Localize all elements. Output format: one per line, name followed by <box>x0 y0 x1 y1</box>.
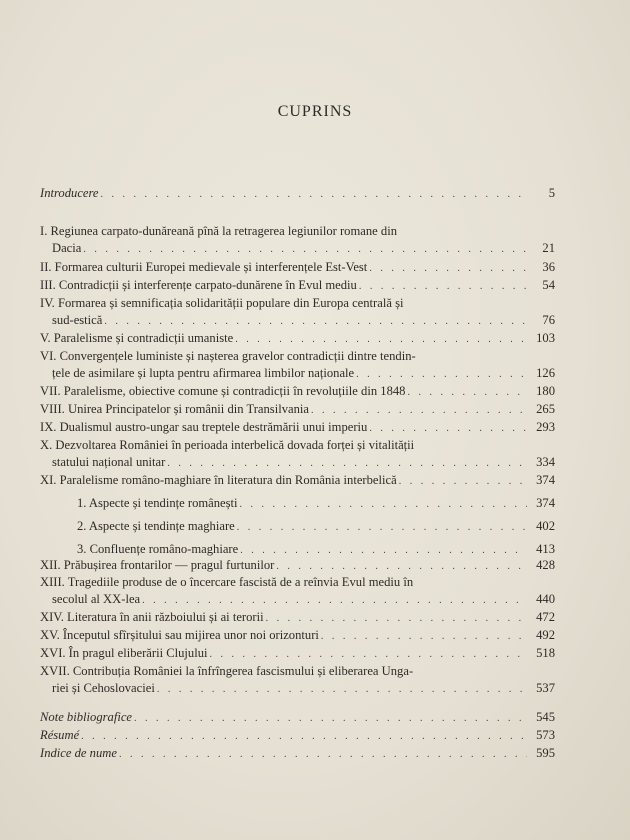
leader-dots <box>237 519 527 536</box>
toc-entry-label: 3. Confluențe româno-maghiare <box>77 542 239 556</box>
toc-entry-page: 126 <box>536 366 555 380</box>
toc-entry-label: II. Formarea culturii Europei medievale și interferențele Est-Vest <box>40 260 368 274</box>
toc-entry-page: 537 <box>536 681 555 695</box>
toc-entry-label: Indice de nume <box>40 746 117 760</box>
leader-dots <box>142 592 527 609</box>
toc-entry-chapter-8 <box>40 401 555 419</box>
leader-dots <box>407 384 527 401</box>
toc-entry-chapter-4 <box>40 295 555 330</box>
toc-entry-page: 374 <box>536 496 555 510</box>
toc-entry-label: III. Contradicții și interferențe carpato-dunărene în Evul mediu <box>40 278 357 292</box>
toc-entry-label: Résumé <box>40 728 80 742</box>
toc-entry-label: VII. Paralelisme, obiective comune și contradicții în revoluțiile din 1848 <box>40 384 406 398</box>
toc-entry-label-line1: X. Dezvoltarea României în perioada interbelică dovada forței și vitalității <box>40 438 415 452</box>
leader-dots <box>369 260 527 277</box>
toc-entry-chapter-13 <box>40 574 555 609</box>
leader-dots <box>369 420 527 437</box>
toc-entry-label-line2: Dacia <box>52 241 82 255</box>
toc-entry-chapter-17 <box>40 663 555 698</box>
toc-entry-chapter-2 <box>40 259 555 277</box>
toc-entry-chapter-1 <box>40 223 555 258</box>
leader-dots <box>83 241 527 258</box>
toc-entry-page: 103 <box>536 331 555 345</box>
toc-entry-label-line1: XVII. Contribuția României la înfrîngerea fascismului și eliberarea Unga- <box>40 664 414 678</box>
toc-entry-page: 428 <box>536 558 555 572</box>
toc-entry-page: 76 <box>542 313 555 327</box>
toc-entry-label: 1. Aspecte și tendințe românești <box>77 496 238 510</box>
toc-entry-chapter-11-2 <box>77 518 555 536</box>
toc-entry-page: 545 <box>536 710 555 724</box>
toc-entry-page: 595 <box>536 746 555 760</box>
leader-dots <box>359 278 527 295</box>
toc-entry-label: Introducere <box>40 186 99 200</box>
toc-entry-chapter-11 <box>40 472 555 490</box>
toc-entry-label-line2: statului național unitar <box>52 455 166 469</box>
toc-entry-page: 374 <box>536 473 555 487</box>
toc-entry-label: XI. Paralelisme româno-maghiare în literatura din România interbelică <box>40 473 397 487</box>
toc-entry-label: IX. Dualismul austro-ungar sau treptele destrămării unui imperiu <box>40 420 368 434</box>
toc-entry-chapter-14 <box>40 609 555 627</box>
toc-entry-label: XVI. În pragul eliberării Clujului <box>40 646 208 660</box>
leader-dots <box>266 610 527 627</box>
toc-entry-page: 180 <box>536 384 555 398</box>
leader-dots <box>321 628 527 645</box>
leader-dots <box>356 366 527 383</box>
leader-dots <box>119 746 527 763</box>
toc-entry-page: 492 <box>536 628 555 642</box>
toc-entry-page: 440 <box>536 592 555 606</box>
leader-dots <box>81 728 527 745</box>
toc-entry-page: 413 <box>536 542 555 556</box>
toc-entry-page: 518 <box>536 646 555 660</box>
toc-entry-chapter-5 <box>40 330 555 348</box>
toc-entry-page: 36 <box>542 260 555 274</box>
leader-dots <box>240 496 527 513</box>
leader-dots <box>399 473 527 490</box>
toc-entry-chapter-10 <box>40 437 555 472</box>
toc-entry-label-line2: țele de asimilare și lupta pentru afirmarea limbilor naționale <box>52 366 355 380</box>
page-title: CUPRINS <box>277 103 353 120</box>
toc-entry-chapter-7 <box>40 383 555 401</box>
toc-entry-label: VIII. Unirea Principatelor și românii din Transilvania <box>40 402 309 416</box>
toc-entry-note-bibliografice <box>40 709 555 727</box>
toc-entry-label: XV. Începutul sfîrșitului sau mijirea unor noi orizonturi <box>40 628 319 642</box>
toc-entry-page: 5 <box>548 186 555 200</box>
toc-entry-label-line2: secolul al XX-lea <box>52 592 141 606</box>
toc-entry-page: 54 <box>542 278 555 292</box>
toc-entry-label-line1: I. Regiunea carpato-dunăreană pînă la retragerea legiunilor romane din <box>40 224 397 238</box>
leader-dots <box>157 681 527 698</box>
toc-entry-label: XIV. Literatura în anii războiului și ai terorii <box>40 610 264 624</box>
leader-dots <box>276 558 527 575</box>
leader-dots <box>210 646 527 663</box>
toc-entry-label: Note bibliografice <box>40 710 132 724</box>
toc-entry-label-line1: XIII. Tragediile produse de o încercare fascistă de a reînvia Evul mediu în <box>40 575 414 589</box>
toc-entry-page: 573 <box>536 728 555 742</box>
leader-dots <box>311 402 527 419</box>
toc-entry-chapter-6 <box>40 348 555 383</box>
leader-dots <box>167 455 527 472</box>
toc-entry-chapter-16 <box>40 645 555 663</box>
toc-entry-indice-de-nume <box>40 745 555 763</box>
toc-entry-label: XII. Prăbușirea frontarilor — pragul furtunilor <box>40 558 275 572</box>
toc-entry-chapter-12 <box>40 557 555 575</box>
leader-dots <box>134 710 527 727</box>
toc-entry-label-line2: riei și Cehoslovaciei <box>52 681 155 695</box>
toc-entry-chapter-15 <box>40 627 555 645</box>
toc-entry-page: 334 <box>536 455 555 469</box>
toc-entry-label: 2. Aspecte și tendințe maghiare <box>77 519 235 533</box>
toc-entry-page: 402 <box>536 519 555 533</box>
toc-entry-chapter-11-1 <box>77 495 555 513</box>
toc-entry-page: 293 <box>536 420 555 434</box>
toc-entry-introducere <box>40 185 555 203</box>
toc-entry-label-line1: VI. Convergențele luministe și nașterea gravelor contradicții dintre tendin- <box>40 349 416 363</box>
toc-entry-page: 472 <box>536 610 555 624</box>
toc-entry-label-line2: sud-estică <box>52 313 103 327</box>
toc-entry-label: V. Paralelisme și contradicții umaniste <box>40 331 234 345</box>
toc-entry-page: 265 <box>536 402 555 416</box>
toc-entry-page: 21 <box>542 241 555 255</box>
leader-dots <box>101 186 527 203</box>
leader-dots <box>104 313 527 330</box>
toc-entry-chapter-9 <box>40 419 555 437</box>
toc-entry-resume <box>40 727 555 745</box>
leader-dots <box>235 331 527 348</box>
toc-entry-label-line1: IV. Formarea și semnificația solidarității populare din Europa centrală și <box>40 296 404 310</box>
toc-entry-chapter-3 <box>40 277 555 295</box>
